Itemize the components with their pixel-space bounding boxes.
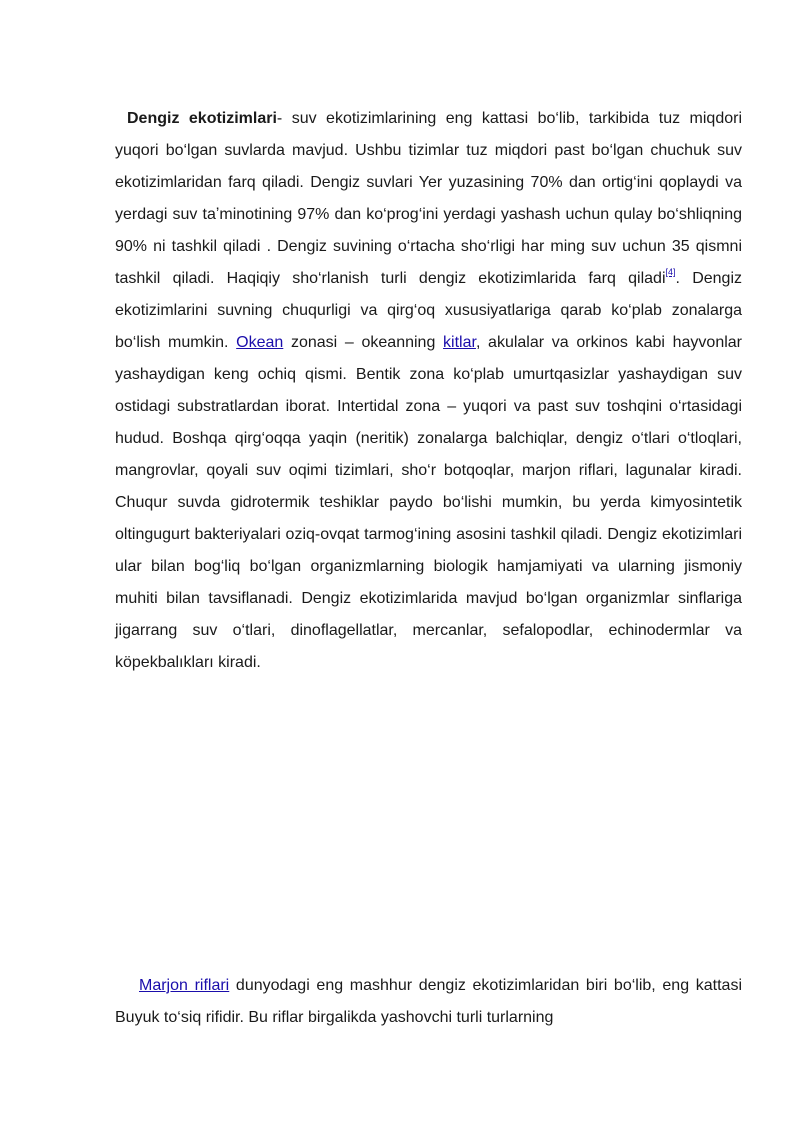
paragraph-text: zonasi – okeanning bbox=[283, 334, 444, 351]
paragraph-coral-reefs bbox=[115, 970, 742, 1034]
paragraph-text: . Dengiz ekotizimlarini suvning chuqurligi va qirg‘oq xususiyatlariga qarab ko‘plab zonalarga bo‘lish mumkin. bbox=[115, 270, 742, 351]
footnote-link[interactable]: [4] bbox=[665, 267, 676, 277]
kitlar-link[interactable]: kitlar bbox=[443, 334, 476, 351]
paragraph-text: - suv ekotizimlarining eng kattasi bo‘lib, tarkibida tuz miqdori yuqori bo‘lgan suvlarda mavjud. Ushbu tizimlar tuz miqdori past bo‘lgan chuchuk suv ekotizimlaridan farq qiladi. Dengiz suvlari Yer yuzasining 70% dan ortig‘ini qoplaydi va yerdagi suv taʼminotining 97% dan ko‘prog‘ini yerdagi yashash uchun qulay bo‘shliqning 90% ni tashkil qiladi . Dengiz suvining o‘rtacha sho‘rligi har ming suv uchun 35 qismni tashkil qiladi. Haqiqiy sho‘rlanish turli dengiz ekotizimlarida farq qiladi bbox=[115, 110, 742, 287]
bold-term: Dengiz ekotizimlari bbox=[127, 110, 277, 127]
paragraph-text: , akulalar va orkinos kabi hayvonlar yashaydigan keng ochiq qismi. Bentik zona ko‘plab umurtqasizlar yashaydigan suv ostidagi substratlardan iborat. Intertidal zona – yuqori va past suv toshqini o‘rtasidagi hudud. Boshqa qirg‘oqqa yaqin (neritik) zonalarga balchiqlar, dengiz o‘tlari o‘tloqlari, mangrovlar, qoyali suv oqimi tizimlari, sho‘r botqoqlar, marjon riflari, lagunalar kiradi. Chuqur suvda gidrotermik teshiklar paydo bo‘lishi mumkin, bu yerda kimyosintetik oltingugurt bakteriyalari oziq-ovqat tarmog‘ining asosini tashkil qiladi. Dengiz ekotizimlari ular bilan bog‘liq bo‘lgan organizmlarning biologik hamjamiyati va ularning jismoniy muhiti bilan tavsiflanadi. Dengiz ekotizimlarida mavjud bo‘lgan organizmlar sinflariga jigarrang suv o‘tlari, dinoflagellatlar, mercanlar, sefalopodlar, echinodermlar va köpekbalıkları kiradi. bbox=[115, 334, 743, 671]
footnote-ref bbox=[666, 267, 676, 277]
paragraph-text: dunyodagi eng mashhur dengiz ekotizimlaridan biri bo‘lib, eng kattasi Buyuk to‘siq rifidir. Bu riflar birgalikda yashovchi turli turlarning bbox=[115, 977, 743, 1026]
marjon-riflari-link[interactable]: Marjon riflari bbox=[139, 977, 230, 994]
paragraph-marine-ecosystems bbox=[115, 103, 742, 679]
okean-link[interactable]: Okean bbox=[236, 334, 284, 351]
